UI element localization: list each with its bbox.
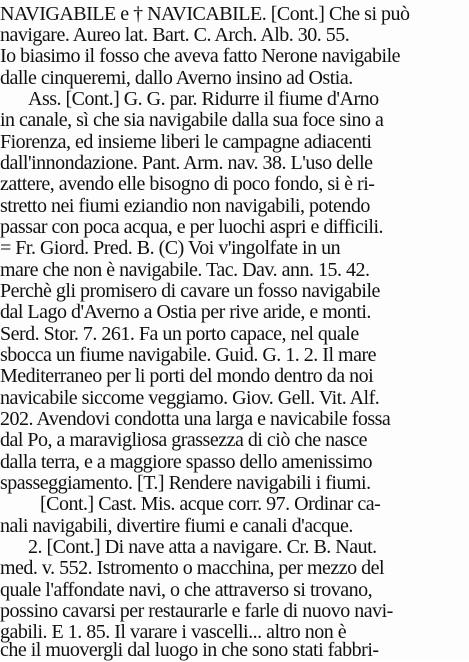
entry-line: Ass. [Cont.] G. G. par. Ridurre il fiume d'Arno [28, 88, 379, 110]
entry-line: gabili. E 1. 85. Il varare i vascelli... altro non è [0, 621, 347, 643]
entry-line: stretto nei fiumi eziandio non navigabili, potendo [0, 195, 370, 217]
entry-line: dalla terra, e a maggiore spasso dello amenissimo [0, 451, 373, 473]
entry-line: 202. Avendovi condotta una larga e navicabile fossa [0, 408, 391, 430]
entry-line: possino cavarsi per restaurarle e farle di nuovo navi- [0, 600, 393, 622]
entry-line: in canale, sì che sia navigabile dalla sua foce sino a [0, 109, 384, 131]
entry-line: navicabile siccome veggiamo. Giov. Gell. Vit. Alf. [0, 387, 380, 409]
entry-line: 2. [Cont.] Di nave atta a navigare. Cr. B. Naut. [28, 536, 377, 558]
entry-line: spasseggiamento. [T.] Rendere navigabili i fiumi. [0, 472, 371, 494]
entry-line: mare che non è navigabile. Tac. Dav. ann. 15. 42. [0, 259, 370, 281]
entry-line: NAVIGABILE e † NAVICABILE. [Cont.] Che si può [0, 3, 410, 25]
entry-line: Fiorenza, ed insieme liberi le campagne adiacenti [0, 131, 372, 153]
entry-line: dalle cinqueremi, dallo Averno insino ad Ostia. [0, 67, 353, 89]
entry-line: Io biasimo il fosso che aveva fatto Nerone navigabile [0, 45, 401, 67]
entry-line: passar con poca acqua, e per luochi aspri e difficili. [0, 216, 384, 238]
entry-line: che il muovergli dal luogo in che sono stati fabbri- [0, 639, 379, 661]
entry-line: nali navigabili, divertire fiumi e canali d'acque. [0, 515, 353, 537]
entry-line: [Cont.] Cast. Mis. acque corr. 97. Ordinar ca- [40, 493, 381, 515]
entry-line: navigare. Aureo lat. Bart. C. Arch. Alb. 30. 55. [0, 24, 350, 46]
entry-line: Perchè gli promisero di cavare un fosso navigabile [0, 280, 380, 302]
entry-line: sbocca un fiume navigabile. Guid. G. 1. 2. Il mare [0, 344, 376, 366]
entry-line: = Fr. Giord. Pred. B. (C) Voi v'ingolfate in un [0, 237, 341, 259]
entry-line: quale l'affondate navi, o che attraverso si trovano, [0, 579, 373, 601]
entry-line: Serd. Stor. 7. 261. Fa un porto capace, nel quale [0, 323, 359, 345]
entry-line: med. v. 552. Istromento o macchina, per mezzo del [0, 557, 385, 579]
entry-line: dall'innondazione. Pant. Arm. nav. 38. L'uso delle [0, 152, 373, 174]
entry-line: Mediterraneo per li porti del mondo dentro da noi [0, 365, 374, 387]
entry-line: dal Lago d'Averno a Ostia per rive aride, e monti. [0, 301, 371, 323]
entry-line: dal Po, a maravigliosa grassezza di ciò che nasce [0, 429, 368, 451]
entry-line: zattere, avendo elle bisogno di poco fondo, si è ri- [0, 173, 375, 195]
